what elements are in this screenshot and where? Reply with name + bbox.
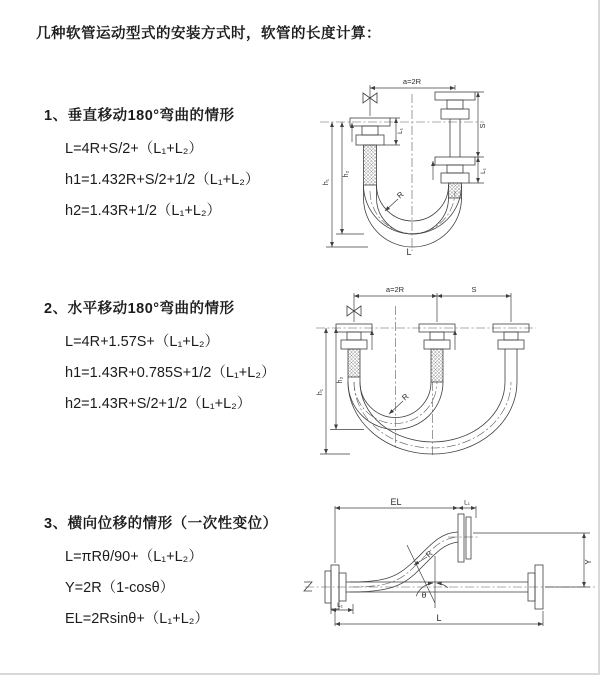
formula-line: Y=2R（1-cosθ） — [65, 580, 175, 596]
hose-s-curve — [350, 532, 458, 592]
dim-label-l1: L₁ — [480, 168, 487, 174]
vertical-bend-diagram — [312, 70, 592, 258]
dim-label-l: L — [406, 247, 412, 257]
dim-label-l1: L₁ — [397, 128, 404, 134]
dim-label-h1: h₁ — [317, 388, 324, 396]
dim-label-h2: h₂ — [343, 170, 350, 178]
middle-flange-assembly — [419, 324, 455, 382]
dim-label-l1: L₁ — [464, 499, 470, 507]
dim-label-s: S — [478, 123, 487, 129]
dim-label-r: R — [424, 549, 435, 560]
dim-label-l1: L₁ — [337, 602, 343, 609]
left-flange-assembly — [350, 118, 390, 185]
hose-u-bend — [364, 185, 462, 247]
dim-label-y: Y — [584, 559, 593, 565]
section-lateral-displacement — [44, 512, 278, 635]
formula-block — [44, 542, 278, 635]
formula-line: h1=1.432R+S/2+1/2（L₁+L₂） — [65, 172, 260, 188]
right-flange-assembly — [435, 92, 475, 198]
page-title: 几种软管运动型式的安装方式时，软管的长度计算： — [36, 26, 381, 42]
hose-centerline-arc — [370, 191, 455, 234]
dim-label-el: EL — [390, 498, 402, 507]
formula-line: h2=1.43R+1/2（L₁+L₂） — [65, 203, 222, 219]
section-heading: 3、横向位移的情形（一次性变位） — [44, 516, 278, 532]
formula-block — [44, 134, 259, 227]
formula-line: L=πRθ/90+（L₁+L₂） — [65, 549, 203, 565]
formula-line: h2=1.43R+S/2+1/2（L₁+L₂） — [65, 396, 252, 412]
dim-label-s: S — [471, 285, 477, 294]
section-horizontal-180 — [44, 297, 275, 420]
radius-leader — [389, 401, 403, 414]
dim-label-a2r: a=2R — [402, 77, 422, 86]
dim-label-r: R — [395, 189, 406, 201]
lateral-displacement-diagram — [300, 498, 600, 646]
left-flange-assembly — [336, 324, 372, 377]
hose-centerline — [350, 537, 458, 587]
section-heading: 2、水平移动180°弯曲的情形 — [44, 301, 235, 317]
pipe-break-symbol — [304, 582, 312, 591]
formula-line: EL=2Rsinθ+（L₁+L₂） — [65, 611, 209, 627]
dim-label-h1: h₁ — [323, 178, 330, 186]
formula-line: L=4R+1.57S+（L₁+L₂） — [65, 334, 220, 350]
formula-line: h1=1.43R+0.785S+1/2（L₁+L₂） — [65, 365, 276, 381]
dim-label-l: L — [436, 613, 442, 623]
dim-label-h2: h₂ — [337, 376, 344, 384]
section-heading: 1、垂直移动180°弯曲的情形 — [44, 108, 235, 124]
dim-label-theta: θ — [421, 590, 427, 600]
top-flange — [458, 514, 471, 562]
horizontal-bend-diagram — [306, 282, 598, 464]
dim-label-r: R — [400, 391, 411, 403]
dim-label-a2r: a=2R — [385, 285, 405, 294]
section-vertical-180 — [44, 104, 259, 227]
formula-line: L=4R+S/2+（L₁+L₂） — [65, 141, 203, 157]
formula-block — [44, 327, 275, 420]
right-flange-assembly — [493, 324, 529, 382]
radius-leader — [385, 199, 398, 211]
